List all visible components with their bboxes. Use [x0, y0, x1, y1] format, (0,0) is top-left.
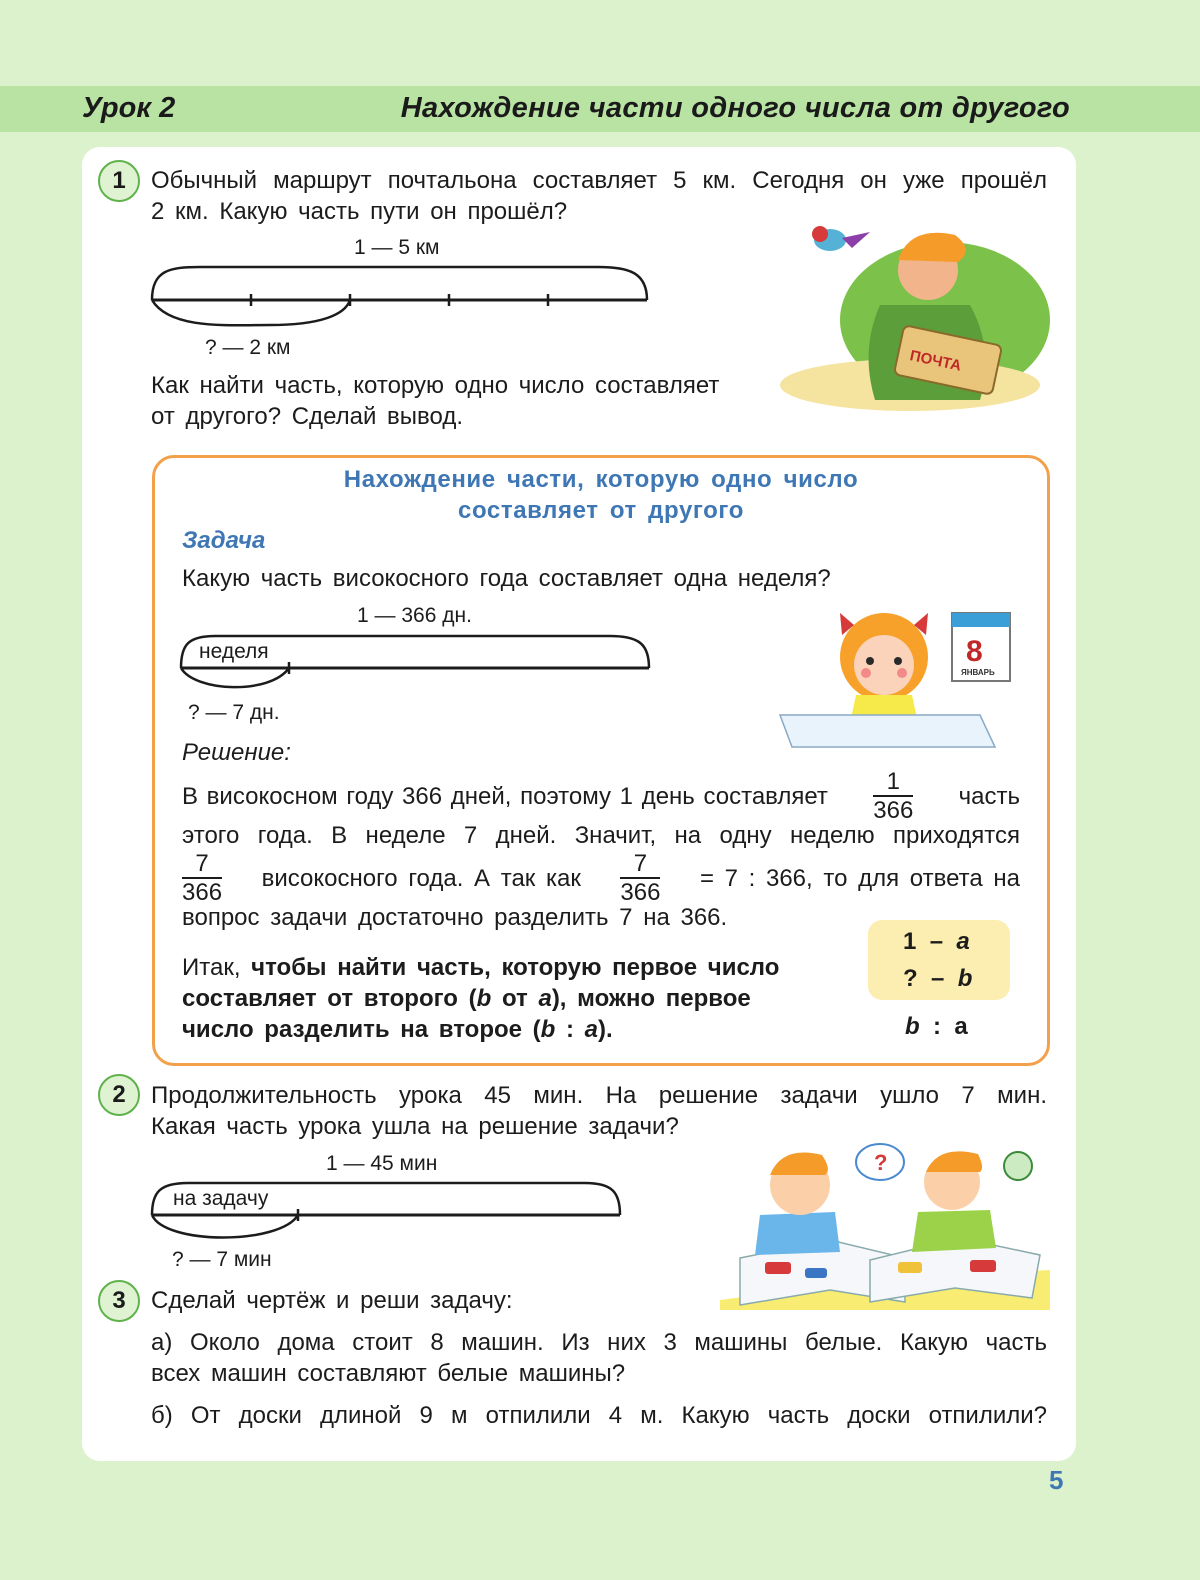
conclusion-var-b: b — [476, 985, 492, 1012]
solution-line-3-end: = 7 : 366, то для ответа на — [699, 864, 1020, 892]
side-line-2-dash: – — [931, 965, 945, 992]
rule-diagram-top-label: 1 — 366 дн. — [357, 604, 472, 627]
task-2-diagram-inside-label: на задачу — [173, 1187, 269, 1210]
side-line-1-num: 1 — [903, 928, 917, 955]
solution-line-3-middle: високосного года. А так как — [261, 864, 581, 892]
task-2-line-1: Продолжительность урока 45 мин. На решение задачи ушло 7 мин. — [151, 1082, 1047, 1109]
calendar-day: 8 — [966, 635, 983, 668]
solution-line-1-start: В високосном году 366 дней, поэтому 1 день составляет — [182, 782, 828, 810]
side-division-sep: : — [933, 1013, 942, 1040]
rule-diagram-bottom-label: ? — 7 дн. — [188, 701, 280, 724]
solution-line-1-end: часть — [958, 782, 1020, 810]
task-3a-line-1: а) Около дома стоит 8 машин. Из них 3 машины белые. Какую часть — [151, 1329, 1047, 1356]
task-1-question-line-2: от другого? Сделай вывод. — [151, 403, 464, 430]
fraction-1-numerator: 1 — [873, 768, 913, 797]
task-1-number: 1 — [98, 160, 140, 202]
conclusion-var-a: a — [538, 985, 552, 1012]
conclusion-line-3-part-1: число разделить на второе ( — [182, 1016, 541, 1043]
side-line-2-num: ? — [903, 965, 918, 992]
postman-bag-label: ПОЧТА — [908, 347, 963, 375]
conclusion-line-3-sep: : — [555, 1016, 585, 1043]
svg-text:?: ? — [874, 1150, 888, 1175]
rule-title-line-1: Нахождение части, которую одно число — [343, 466, 859, 493]
task-3-intro: Сделай чертёж и реши задачу: — [151, 1287, 513, 1314]
task-2-line-2: Какая часть урока ушла на решение задачи? — [151, 1113, 679, 1140]
task-1-line-2: 2 км. Какую часть пути он прошёл? — [151, 198, 568, 225]
solution-line-2: этого года. В неделе 7 дней. Значит, на одну неделю приходятся — [182, 822, 1020, 849]
conclusion-line-2-part-2: от — [491, 985, 539, 1012]
calendar-month: ЯНВАРЬ — [961, 668, 995, 677]
conclusion-line-3-var-b: b — [540, 1016, 556, 1043]
page-number: 5 — [1049, 1465, 1064, 1495]
conclusion-prefix: Итак, — [182, 954, 241, 981]
conclusion-line-3-part-2: ). — [598, 1016, 613, 1043]
task-1-line-1: Обычный маршрут почтальона составляет 5 км. Сегодня он уже прошёл — [151, 167, 1047, 194]
rule-title-line-2: составляет от другого — [458, 497, 744, 524]
conclusion-line-2-part-1: составляет от второго ( — [182, 985, 477, 1012]
two-boys-with-book-illustration — [720, 1140, 1050, 1310]
lesson-title: Нахождение части одного числа от другого — [400, 92, 1070, 124]
fraction-1-denominator: 366 — [873, 797, 914, 824]
task-1-question-line-1: Как найти часть, которую одно число составляет — [151, 372, 720, 399]
task-2-number: 2 — [98, 1074, 140, 1116]
conclusion-line-1-bold: чтобы найти часть, которую первое число — [251, 954, 780, 981]
fraction-2-denominator: 366 — [182, 879, 223, 906]
conclusion-line-3-var-a: a — [584, 1016, 599, 1043]
task-3b-line: б) От доски длиной 9 м отпилили 4 м. Какую часть доски отпилили? — [151, 1402, 1047, 1429]
task-2-diagram-top-label: 1 — 45 мин — [326, 1152, 438, 1175]
rule-task-label: Задача — [182, 527, 266, 554]
task-3a-line-2: всех машин составляют белые машины? — [151, 1360, 626, 1387]
conclusion-line-2-part-3: ), можно первое — [551, 985, 751, 1012]
solution-label: Решение: — [182, 739, 291, 766]
task-1-diagram-bottom-label: ? — 2 км — [205, 336, 291, 359]
fraction-3-denominator: 366 — [620, 879, 661, 906]
side-line-2-var: b — [957, 965, 973, 992]
task-3-number: 3 — [98, 1280, 140, 1322]
side-division-b: b — [905, 1013, 920, 1040]
solution-line-4: вопрос задачи достаточно разделить 7 на 366. — [182, 904, 728, 931]
fraction-3-numerator: 7 — [620, 850, 660, 879]
rule-diagram-inside-label: неделя — [199, 640, 269, 663]
side-division-a: a — [954, 1013, 968, 1040]
fraction-2-numerator: 7 — [182, 850, 222, 879]
task-2-diagram-bottom-label: ? — 7 мин — [172, 1248, 272, 1271]
task-1-diagram-top-label: 1 — 5 км — [354, 236, 440, 259]
lesson-label: Урок 2 — [82, 92, 176, 124]
side-line-1-var: a — [956, 928, 970, 955]
rule-task-text: Какую часть високосного года составляет одна неделя? — [182, 565, 831, 592]
side-line-1-dash: – — [929, 928, 944, 955]
